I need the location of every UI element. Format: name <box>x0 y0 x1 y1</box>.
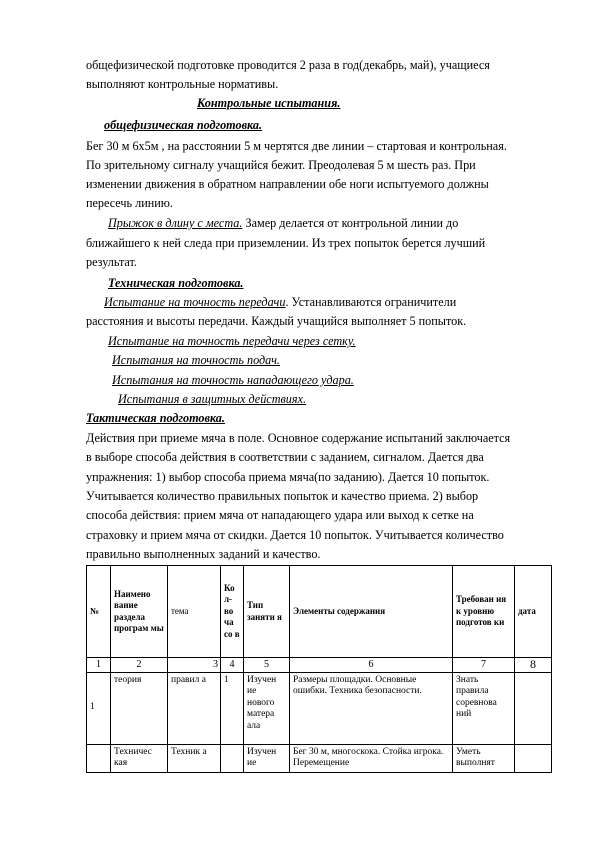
paragraph-line: Действия при приеме мяча в поле. Основное содержание испытаний заключается <box>86 431 511 445</box>
col-header-number: № <box>87 566 111 658</box>
table-cell: Размеры площадки. Основные ошибки. Техника безопасности. <box>290 672 453 744</box>
col-header-content: Элементы содержания <box>290 566 453 658</box>
col-number: 3 <box>168 658 221 673</box>
col-number: 2 <box>111 658 168 673</box>
paragraph-text: Замер делается от контрольной линии до <box>242 216 459 230</box>
table-number-row <box>87 658 552 673</box>
col-header-requirements: Требован ия к уровню подготов ки <box>453 566 515 658</box>
paragraph-line: в выборе способа действия в соответствии с заданием, сигналом. Дается два <box>86 450 484 464</box>
table-cell: теория <box>111 672 168 744</box>
col-number: 7 <box>453 658 515 673</box>
table-cell <box>515 744 552 772</box>
paragraph-line: расстояния и высоты передачи. Каждый учащийся выполняет 5 попыток. <box>86 314 467 328</box>
col-number: 8 <box>515 658 552 673</box>
paragraph-line: страховку и прием мяча от скидки. Дается 10 попыток. Учитывается количество <box>86 528 504 542</box>
col-number: 6 <box>290 658 453 673</box>
table-cell: Изучен ие нового матера ала <box>244 672 290 744</box>
col-header-topic: тема <box>168 566 221 658</box>
table-cell: Уметь выполнят <box>453 744 515 772</box>
paragraph-line: По зрительному сигналу учащийся бежит. Преодолевая 5 м шесть раз. При <box>86 158 476 172</box>
table-header-row <box>87 566 552 658</box>
table-cell: Изучен ие <box>244 744 290 772</box>
paragraph-line <box>104 295 592 310</box>
col-number: 1 <box>87 658 111 673</box>
program-table <box>86 565 552 773</box>
table-cell: 1 <box>87 672 111 744</box>
heading-technical: Техническая подготовка. <box>108 276 244 290</box>
table-cell: Бег 30 м, многоскока. Стойка игрока. Перемещение <box>290 744 453 772</box>
table-cell: 1 <box>221 672 244 744</box>
paragraph-line: упражнения: 1) выбор способа приема мяча(по заданию). Дается 10 попыток. <box>86 470 490 484</box>
paragraph-line: общефизической подготовке проводится 2 раза в год(декабрь, май), учащиеся <box>86 58 490 72</box>
table-cell <box>221 744 244 772</box>
paragraph-line: Учитывается количество правильных попыток и качество приема. 2) выбор <box>86 489 479 503</box>
heading-tactical: Тактическая подготовка. <box>86 411 225 425</box>
table-row <box>87 672 552 744</box>
paragraph-line: изменении движения в обратном направлении обе ноги испытуемого должны <box>86 177 489 191</box>
heading-general-physical: общефизическая подготовка. <box>104 118 263 132</box>
paragraph-line: Бег 30 м 6х5м , на расстоянии 5 м чертятся две линии – стартовая и контрольная. <box>86 139 507 153</box>
col-header-hours: Ко л-во ча со в <box>221 566 244 658</box>
test-item: Испытания в защитных действиях. <box>118 392 307 406</box>
paragraph-line: правильно выполненных заданий и качество. <box>86 547 321 561</box>
col-number: 4 <box>221 658 244 673</box>
paragraph-line <box>108 216 595 231</box>
table-cell <box>515 672 552 744</box>
table-row <box>87 744 552 772</box>
italic-term: Прыжок в длину с места. <box>108 216 243 230</box>
paragraph-line: выполняют контрольные нормативы. <box>86 77 279 91</box>
italic-term: Испытание на точность передачи <box>104 295 286 309</box>
paragraph-line: ближайшего к ней следа при приземлении. Из трех попыток берется лучший <box>86 236 486 250</box>
col-header-date: дата <box>515 566 552 658</box>
paragraph-line: результат. <box>86 255 137 269</box>
table-cell: правил а <box>168 672 221 744</box>
paragraph-text: . Устанавливаются ограничители <box>285 295 457 309</box>
table-cell: Техник а <box>168 744 221 772</box>
test-item: Испытание на точность передачи через сетку. <box>108 334 356 348</box>
paragraph-line: способа действия: прием мяча от нападающего удара или выход к сетке на <box>86 508 474 522</box>
table-cell <box>87 744 111 772</box>
test-item: Испытания на точность подач. <box>112 353 280 367</box>
table-cell: Знать правила соревнова ний <box>453 672 515 744</box>
col-number: 5 <box>244 658 290 673</box>
paragraph-line: пересечь линию. <box>86 196 173 210</box>
heading-control-tests: Контрольные испытания. <box>197 96 341 110</box>
col-header-section: Наимено вание раздела програм мы <box>111 566 168 658</box>
col-header-lesson-type: Тип заняти я <box>244 566 290 658</box>
table-cell: Техничес кая <box>111 744 168 772</box>
test-item: Испытания на точность нападающего удара. <box>112 373 354 387</box>
